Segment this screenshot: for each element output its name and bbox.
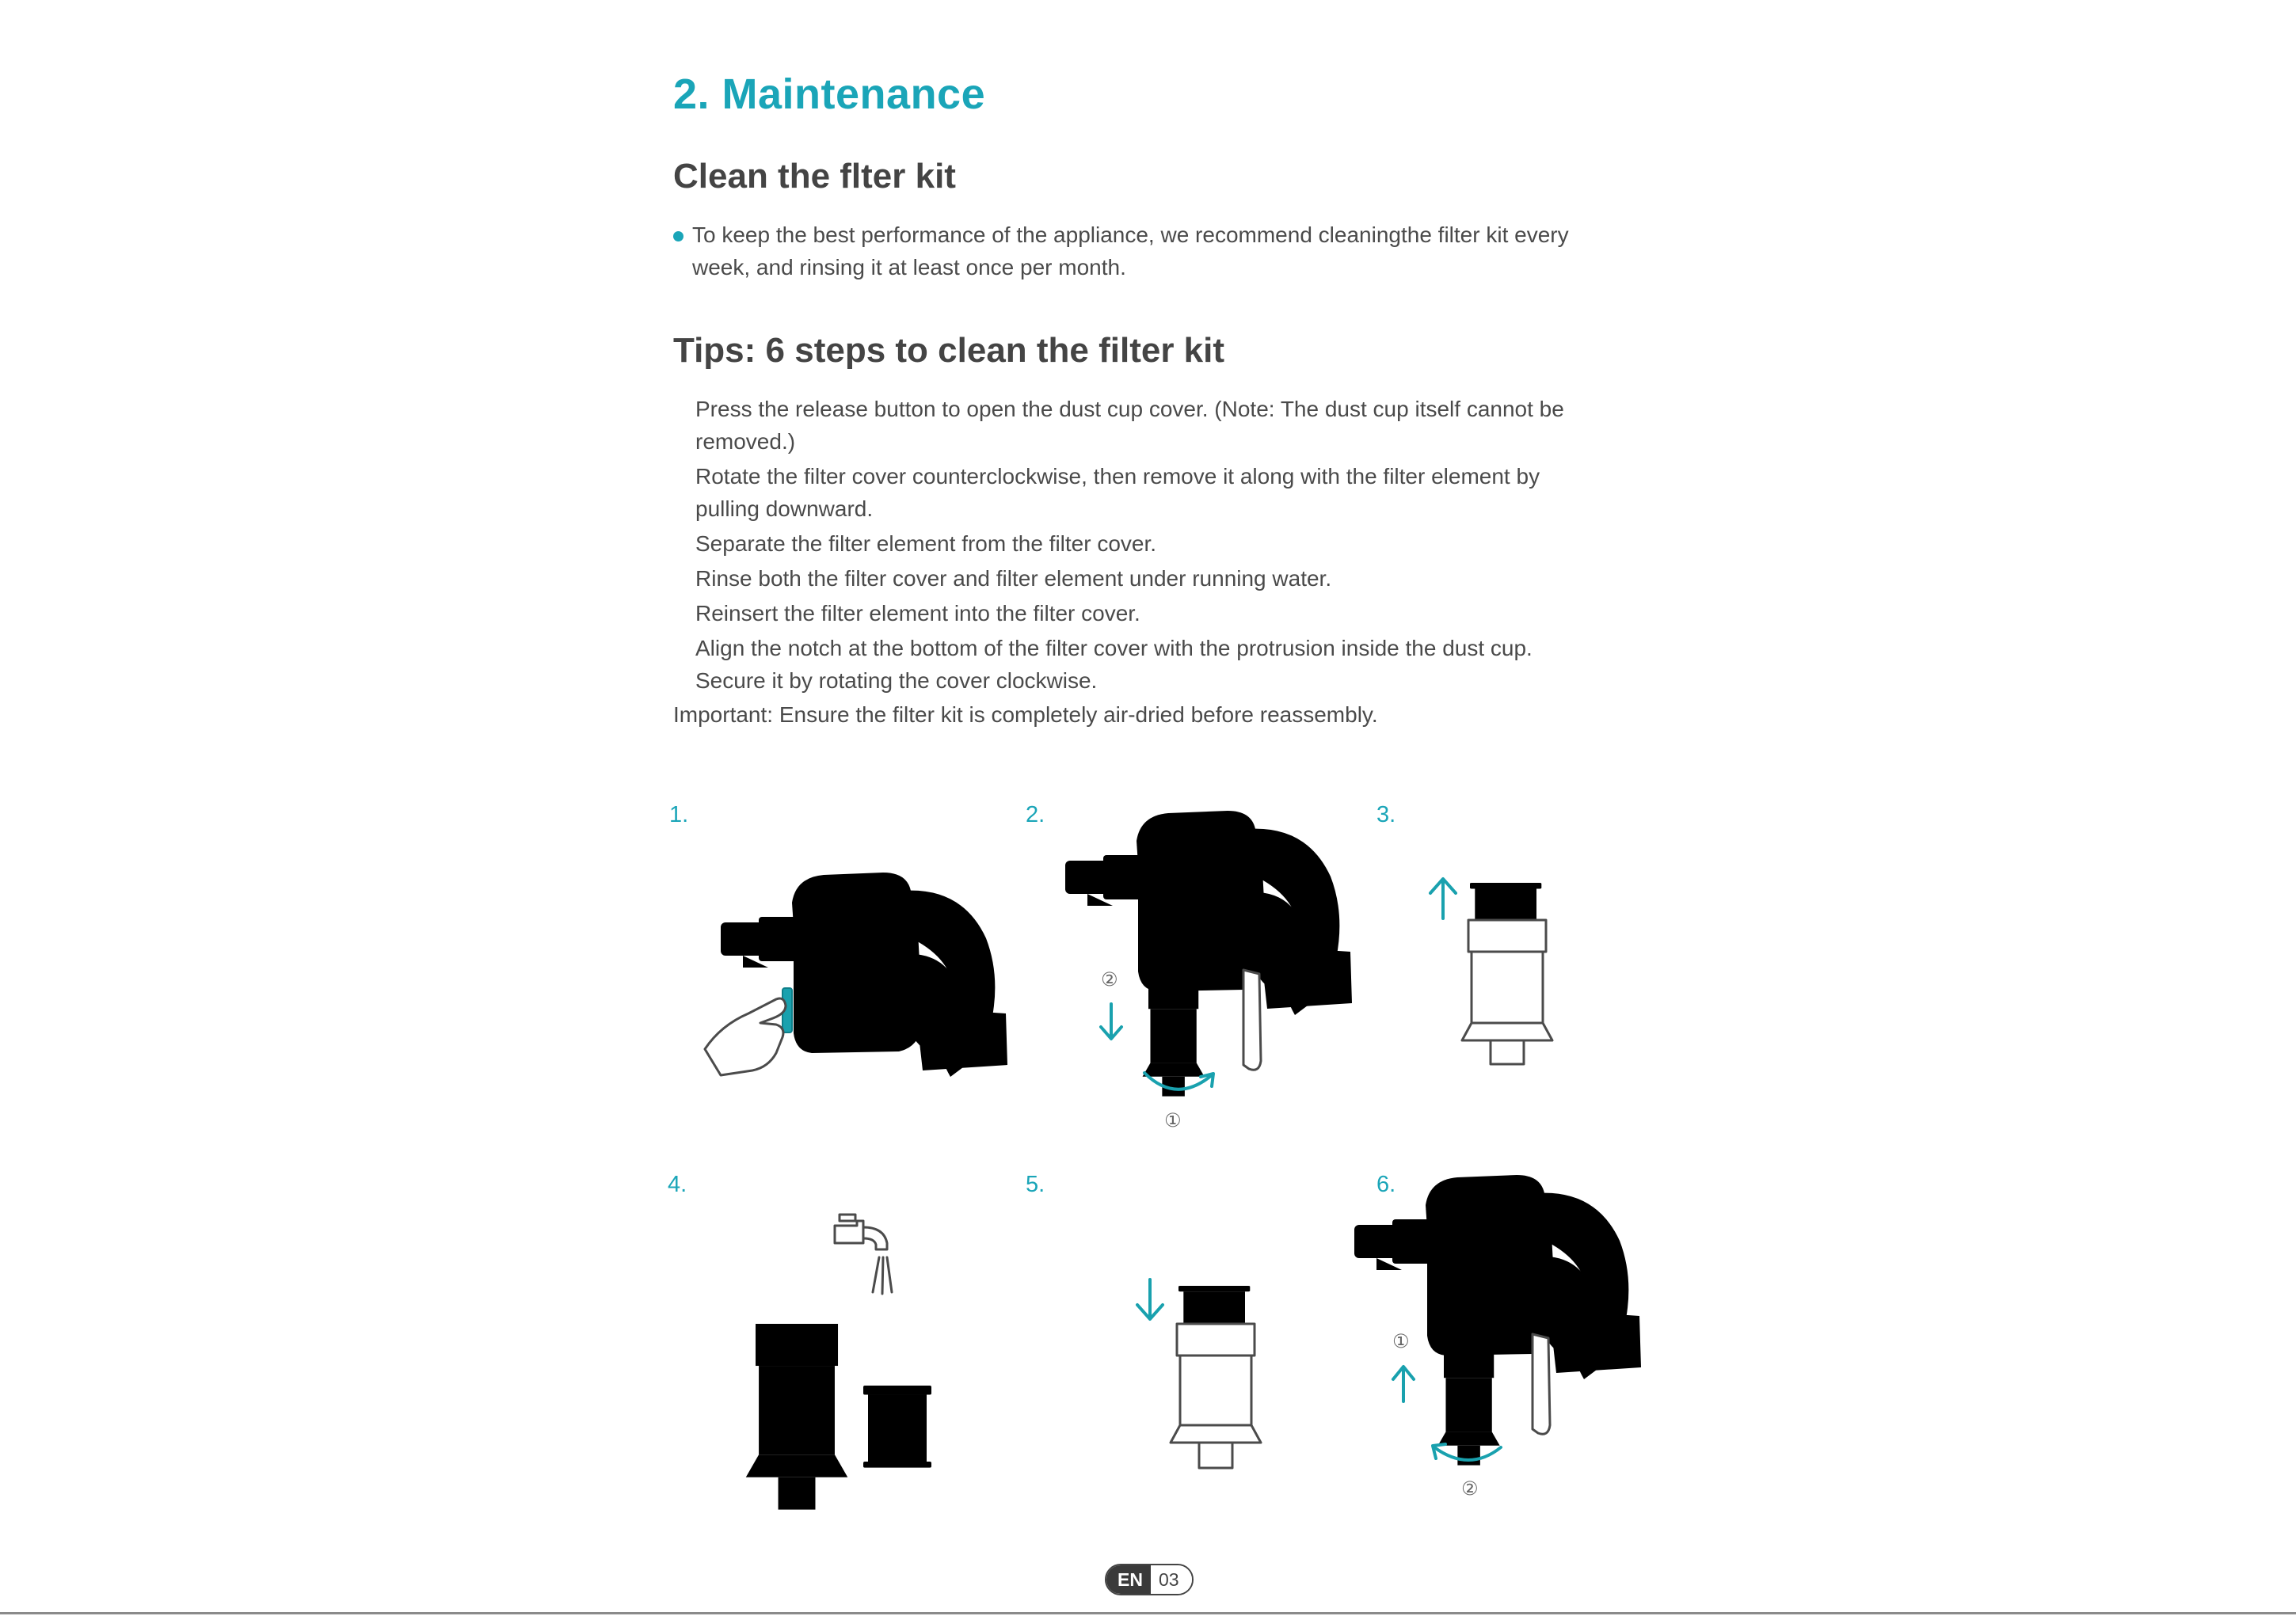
- figure-number: 5.: [1026, 1172, 1045, 1197]
- step-marker: ①: [1392, 1330, 1410, 1352]
- figure-4-rinse-illustration: [737, 1203, 950, 1473]
- clean-heading: Clean the flter kit: [673, 157, 956, 196]
- figure-number: 6.: [1376, 1172, 1396, 1197]
- step-item: Separate the filter element from the filter cover.: [695, 531, 1157, 556]
- figure-5-reinsert-illustration: [1125, 1275, 1299, 1473]
- arrow-up-icon: [1430, 879, 1456, 918]
- clean-bullet-text: To keep the best performance of the appliance, we recommend cleaningthe filter kit every week, and rinsing it at least once per month.: [692, 222, 1569, 279]
- hand-icon: [705, 998, 786, 1075]
- figure-6-reattach-illustration: [1350, 1164, 1651, 1504]
- language-label: EN: [1106, 1565, 1151, 1594]
- figure-3-separate-filter-illustration: [1418, 871, 1576, 1069]
- step-item: Press the release button to open the dust cup cover. (Note: The dust cup itself cannot be removed.): [695, 397, 1564, 454]
- step-item: Rinse both the filter cover and filter element under running water.: [695, 566, 1332, 591]
- water-stream-icon: [873, 1257, 892, 1294]
- tips-heading: Tips: 6 steps to clean the filter kit: [673, 331, 1225, 370]
- important-note: Important: Ensure the filter kit is completely air-dried before reassembly.: [673, 702, 1378, 727]
- tap-icon: [835, 1221, 863, 1243]
- dust-cover-flap: [1243, 970, 1261, 1070]
- dust-cover-flap: [1533, 1334, 1550, 1434]
- section-title: 2. Maintenance: [673, 70, 986, 118]
- step-marker: ②: [1101, 968, 1118, 991]
- step-item: Rotate the filter cover counterclockwise, then remove it along with the filter element by pulling downward.: [695, 464, 1540, 521]
- step-item: Reinsert the filter element into the filter cover.: [695, 601, 1140, 625]
- steps-list: [695, 393, 1598, 699]
- bottom-divider: [0, 1612, 2296, 1614]
- step-marker: ①: [1164, 1109, 1182, 1131]
- step-item: Align the notch at the bottom of the filter cover with the protrusion inside the dust cup. Secure it by rotating the cover clockwise.: [695, 636, 1533, 693]
- arrow-down-icon: [1137, 1279, 1163, 1319]
- figure-number: 3.: [1376, 802, 1396, 827]
- page-number: 03: [1151, 1565, 1192, 1594]
- figure-1-press-release-illustration: [697, 855, 1030, 1085]
- bullet-dot-icon: [673, 231, 683, 241]
- figure-number: 1.: [669, 802, 689, 827]
- step-marker: ②: [1461, 1477, 1479, 1500]
- arrow-down-icon: [1101, 1004, 1121, 1039]
- figure-number: 2.: [1026, 802, 1045, 827]
- figure-number: 4.: [668, 1172, 687, 1197]
- clean-bullet: [673, 219, 1624, 283]
- arrow-up-icon: [1393, 1367, 1414, 1401]
- figure-2-remove-filter-illustration: [1061, 800, 1362, 1140]
- page-badge: [1105, 1564, 1194, 1595]
